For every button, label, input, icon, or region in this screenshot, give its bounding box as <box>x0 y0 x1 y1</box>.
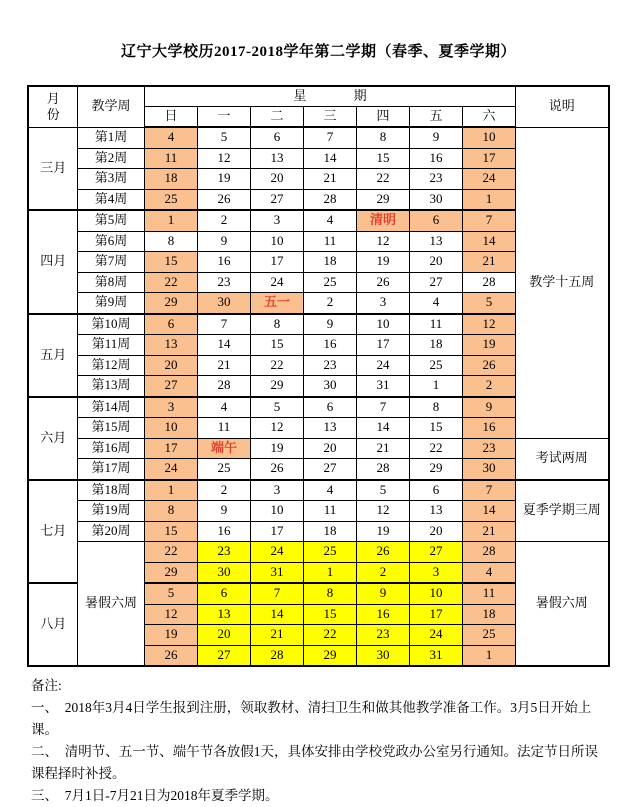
day-cell: 1 <box>144 480 197 501</box>
day-cell: 3 <box>250 480 303 501</box>
day-cell: 9 <box>409 127 462 148</box>
day-cell: 16 <box>462 418 515 439</box>
day-cell: 2 <box>303 293 356 314</box>
day-header-sun: 日 <box>144 107 197 128</box>
day-cell: 8 <box>356 127 409 148</box>
day-cell: 28 <box>250 645 303 666</box>
footnote-item: 三、 7月1日-7月21日为2018年夏季学期。 <box>31 788 279 803</box>
day-cell: 10 <box>409 583 462 604</box>
day-cell: 20 <box>409 252 462 273</box>
day-cell: 31 <box>356 376 409 397</box>
day-header-thu: 四 <box>356 107 409 128</box>
day-cell: 4 <box>197 397 250 418</box>
day-cell: 29 <box>409 459 462 480</box>
day-cell: 18 <box>303 521 356 542</box>
day-cell: 14 <box>197 335 250 356</box>
day-cell: 5 <box>144 583 197 604</box>
day-cell: 8 <box>144 231 197 252</box>
day-cell: 24 <box>462 169 515 190</box>
day-cell: 20 <box>303 438 356 459</box>
day-cell: 6 <box>197 583 250 604</box>
day-cell: 30 <box>356 645 409 666</box>
day-cell: 4 <box>144 127 197 148</box>
day-cell: 27 <box>144 376 197 397</box>
day-cell: 27 <box>303 459 356 480</box>
day-cell: 18 <box>409 335 462 356</box>
week-label: 第20周 <box>77 521 144 542</box>
day-cell: 4 <box>303 480 356 501</box>
day-cell: 4 <box>303 210 356 231</box>
day-cell: 2 <box>197 480 250 501</box>
day-cell: 8 <box>144 501 197 522</box>
day-cell: 2 <box>356 562 409 583</box>
day-cell: 7 <box>462 210 515 231</box>
month-label: 七月 <box>28 480 77 584</box>
day-cell: 五一 <box>250 293 303 314</box>
day-cell: 24 <box>356 355 409 376</box>
notes-label: 教学十五周 <box>516 127 609 438</box>
day-cell: 3 <box>144 397 197 418</box>
day-header-mon: 一 <box>197 107 250 128</box>
day-cell: 9 <box>303 314 356 335</box>
day-cell: 21 <box>462 521 515 542</box>
week-label: 第10周 <box>77 314 144 335</box>
day-cell: 6 <box>409 480 462 501</box>
day-cell: 11 <box>197 418 250 439</box>
notes-label: 夏季学期三周 <box>516 480 609 542</box>
day-cell: 27 <box>250 189 303 210</box>
week-header-char2: 期 <box>353 88 367 104</box>
month-column-header <box>28 86 77 127</box>
week-label: 第3周 <box>77 169 144 190</box>
day-cell: 12 <box>197 148 250 169</box>
calendar-body <box>28 127 608 666</box>
day-cell: 20 <box>250 169 303 190</box>
day-cell: 6 <box>303 397 356 418</box>
day-header-fri: 五 <box>409 107 462 128</box>
day-cell: 6 <box>409 210 462 231</box>
day-cell: 22 <box>144 542 197 563</box>
month-label: 三月 <box>28 127 77 210</box>
day-cell: 30 <box>462 459 515 480</box>
day-cell: 10 <box>356 314 409 335</box>
day-cell: 3 <box>409 562 462 583</box>
day-cell: 26 <box>356 542 409 563</box>
day-cell: 28 <box>197 376 250 397</box>
day-cell: 5 <box>250 397 303 418</box>
day-cell: 14 <box>462 501 515 522</box>
day-cell: 10 <box>250 501 303 522</box>
day-cell: 31 <box>250 562 303 583</box>
day-cell: 21 <box>462 252 515 273</box>
day-cell: 12 <box>356 501 409 522</box>
day-cell: 25 <box>409 355 462 376</box>
day-cell: 24 <box>250 272 303 293</box>
day-cell: 22 <box>409 438 462 459</box>
day-cell: 23 <box>462 438 515 459</box>
day-cell: 1 <box>144 210 197 231</box>
month-label: 八月 <box>28 583 77 666</box>
day-cell: 1 <box>462 645 515 666</box>
day-cell: 23 <box>409 169 462 190</box>
week-label: 第12周 <box>77 355 144 376</box>
day-cell: 26 <box>356 272 409 293</box>
day-cell: 3 <box>250 210 303 231</box>
day-cell: 17 <box>356 335 409 356</box>
day-cell: 13 <box>303 418 356 439</box>
day-cell: 11 <box>144 148 197 169</box>
day-cell: 25 <box>462 625 515 646</box>
day-cell: 16 <box>197 521 250 542</box>
notes-label: 暑假六周 <box>516 542 609 667</box>
calendar-row <box>28 438 608 459</box>
day-cell: 2 <box>197 210 250 231</box>
day-cell: 5 <box>356 480 409 501</box>
day-cell: 7 <box>303 127 356 148</box>
day-header-tue: 二 <box>250 107 303 128</box>
day-cell: 20 <box>197 625 250 646</box>
week-header-char1: 星 <box>293 88 307 104</box>
day-cell: 4 <box>462 562 515 583</box>
calendar-row <box>28 542 608 563</box>
day-cell: 15 <box>250 335 303 356</box>
day-cell: 20 <box>409 521 462 542</box>
day-cell: 31 <box>409 645 462 666</box>
day-cell: 28 <box>356 459 409 480</box>
day-cell: 11 <box>462 583 515 604</box>
day-cell: 30 <box>197 562 250 583</box>
day-cell: 29 <box>250 376 303 397</box>
day-cell: 21 <box>197 355 250 376</box>
footnote-item: 一、 2018年3月4日学生报到注册，领取教材、清扫卫生和做其他教学准备工作。3月5日开始上课。 <box>31 700 592 737</box>
day-cell: 6 <box>250 127 303 148</box>
day-cell: 7 <box>197 314 250 335</box>
day-cell: 26 <box>144 645 197 666</box>
day-cell: 9 <box>462 397 515 418</box>
day-cell: 24 <box>250 542 303 563</box>
day-cell: 16 <box>409 148 462 169</box>
day-cell: 清明 <box>356 210 409 231</box>
week-label: 第18周 <box>77 480 144 501</box>
day-cell: 28 <box>462 542 515 563</box>
day-cell: 1 <box>462 189 515 210</box>
week-label: 第2周 <box>77 148 144 169</box>
day-cell: 30 <box>197 293 250 314</box>
day-cell: 13 <box>409 231 462 252</box>
day-cell: 22 <box>250 355 303 376</box>
week-label: 暑假六周 <box>77 542 144 667</box>
week-label: 第8周 <box>77 272 144 293</box>
day-cell: 8 <box>250 314 303 335</box>
day-cell: 24 <box>409 625 462 646</box>
notes-label: 考试两周 <box>516 438 609 480</box>
day-cell: 11 <box>409 314 462 335</box>
day-cell: 9 <box>197 231 250 252</box>
day-cell: 14 <box>303 148 356 169</box>
day-cell: 20 <box>144 355 197 376</box>
day-cell: 23 <box>197 272 250 293</box>
day-cell: 29 <box>303 645 356 666</box>
day-cell: 12 <box>356 231 409 252</box>
day-cell: 21 <box>356 438 409 459</box>
day-cell: 12 <box>250 418 303 439</box>
day-cell: 19 <box>356 521 409 542</box>
day-cell: 13 <box>250 148 303 169</box>
day-cell: 30 <box>303 376 356 397</box>
day-cell: 23 <box>197 542 250 563</box>
day-cell: 15 <box>356 148 409 169</box>
day-cell: 16 <box>356 604 409 625</box>
day-cell: 23 <box>356 625 409 646</box>
day-cell: 8 <box>303 583 356 604</box>
day-cell: 25 <box>197 459 250 480</box>
day-cell: 6 <box>144 314 197 335</box>
day-cell: 14 <box>250 604 303 625</box>
day-cell: 15 <box>144 252 197 273</box>
day-cell: 9 <box>356 583 409 604</box>
day-cell: 25 <box>144 189 197 210</box>
day-cell: 19 <box>462 335 515 356</box>
day-cell: 1 <box>409 376 462 397</box>
day-cell: 15 <box>409 418 462 439</box>
day-cell: 10 <box>462 127 515 148</box>
day-cell: 4 <box>409 293 462 314</box>
day-cell: 29 <box>144 562 197 583</box>
day-cell: 7 <box>250 583 303 604</box>
day-cell: 9 <box>197 501 250 522</box>
day-cell: 端午 <box>197 438 250 459</box>
week-group-header <box>144 86 515 107</box>
week-label: 第5周 <box>77 210 144 231</box>
day-cell: 26 <box>250 459 303 480</box>
day-cell: 18 <box>144 169 197 190</box>
day-cell: 22 <box>303 625 356 646</box>
day-cell: 7 <box>356 397 409 418</box>
day-cell: 19 <box>144 625 197 646</box>
day-cell: 23 <box>303 355 356 376</box>
day-cell: 17 <box>144 438 197 459</box>
day-cell: 7 <box>462 480 515 501</box>
week-label: 第1周 <box>77 127 144 148</box>
calendar-row <box>28 127 608 148</box>
week-label: 第11周 <box>77 335 144 356</box>
day-cell: 19 <box>197 169 250 190</box>
notes-column-header: 说明 <box>516 86 609 127</box>
day-cell: 11 <box>303 231 356 252</box>
week-label: 第15周 <box>77 418 144 439</box>
day-cell: 29 <box>144 293 197 314</box>
footnotes <box>31 675 609 807</box>
day-cell: 16 <box>303 335 356 356</box>
day-cell: 27 <box>409 542 462 563</box>
day-cell: 24 <box>144 459 197 480</box>
day-cell: 26 <box>197 189 250 210</box>
day-cell: 1 <box>303 562 356 583</box>
week-label: 第4周 <box>77 189 144 210</box>
day-cell: 10 <box>250 231 303 252</box>
day-cell: 17 <box>409 604 462 625</box>
day-cell: 22 <box>356 169 409 190</box>
day-cell: 16 <box>197 252 250 273</box>
week-label: 第19周 <box>77 501 144 522</box>
day-cell: 3 <box>356 293 409 314</box>
day-cell: 22 <box>144 272 197 293</box>
month-header-line1: 月 <box>46 90 60 106</box>
day-cell: 26 <box>462 355 515 376</box>
day-cell: 15 <box>303 604 356 625</box>
day-cell: 13 <box>144 335 197 356</box>
day-cell: 19 <box>250 438 303 459</box>
calendar-table <box>27 85 609 667</box>
day-cell: 13 <box>409 501 462 522</box>
day-cell: 5 <box>462 293 515 314</box>
page-title: 辽宁大学校历2017-2018学年第二学期（春季、夏季学期） <box>121 44 516 60</box>
day-cell: 2 <box>462 376 515 397</box>
calendar-row <box>28 480 608 501</box>
month-label: 五月 <box>28 314 77 397</box>
week-label: 第6周 <box>77 231 144 252</box>
week-label: 第9周 <box>77 293 144 314</box>
week-label: 第7周 <box>77 252 144 273</box>
teaching-week-header: 教学周 <box>77 86 144 127</box>
day-cell: 14 <box>462 231 515 252</box>
day-cell: 21 <box>250 625 303 646</box>
day-cell: 15 <box>144 521 197 542</box>
day-cell: 12 <box>462 314 515 335</box>
footnotes-heading: 备注: <box>31 678 62 693</box>
week-label: 第14周 <box>77 397 144 418</box>
month-label: 六月 <box>28 397 77 480</box>
day-cell: 28 <box>303 189 356 210</box>
month-label: 四月 <box>28 210 77 314</box>
day-cell: 27 <box>409 272 462 293</box>
day-cell: 28 <box>462 272 515 293</box>
day-header-sat: 六 <box>462 107 515 128</box>
day-cell: 12 <box>144 604 197 625</box>
week-label: 第13周 <box>77 376 144 397</box>
day-cell: 17 <box>462 148 515 169</box>
day-cell: 11 <box>303 501 356 522</box>
week-label: 第16周 <box>77 438 144 459</box>
day-cell: 29 <box>356 189 409 210</box>
week-label: 第17周 <box>77 459 144 480</box>
day-cell: 18 <box>462 604 515 625</box>
day-cell: 10 <box>144 418 197 439</box>
footnote-item: 二、 清明节、五一节、端午节各放假1天，具体安排由学校党政办公室另行通知。法定节日所误课程择时补授。 <box>31 744 598 781</box>
day-cell: 17 <box>250 252 303 273</box>
day-cell: 25 <box>303 272 356 293</box>
day-cell: 17 <box>250 521 303 542</box>
day-cell: 30 <box>409 189 462 210</box>
day-header-wed: 三 <box>303 107 356 128</box>
day-cell: 27 <box>197 645 250 666</box>
day-cell: 13 <box>197 604 250 625</box>
month-header-line2: 份 <box>46 106 60 122</box>
day-cell: 21 <box>303 169 356 190</box>
day-cell: 19 <box>356 252 409 273</box>
day-cell: 25 <box>303 542 356 563</box>
day-cell: 18 <box>303 252 356 273</box>
day-cell: 14 <box>356 418 409 439</box>
day-cell: 5 <box>197 127 250 148</box>
day-cell: 8 <box>409 397 462 418</box>
